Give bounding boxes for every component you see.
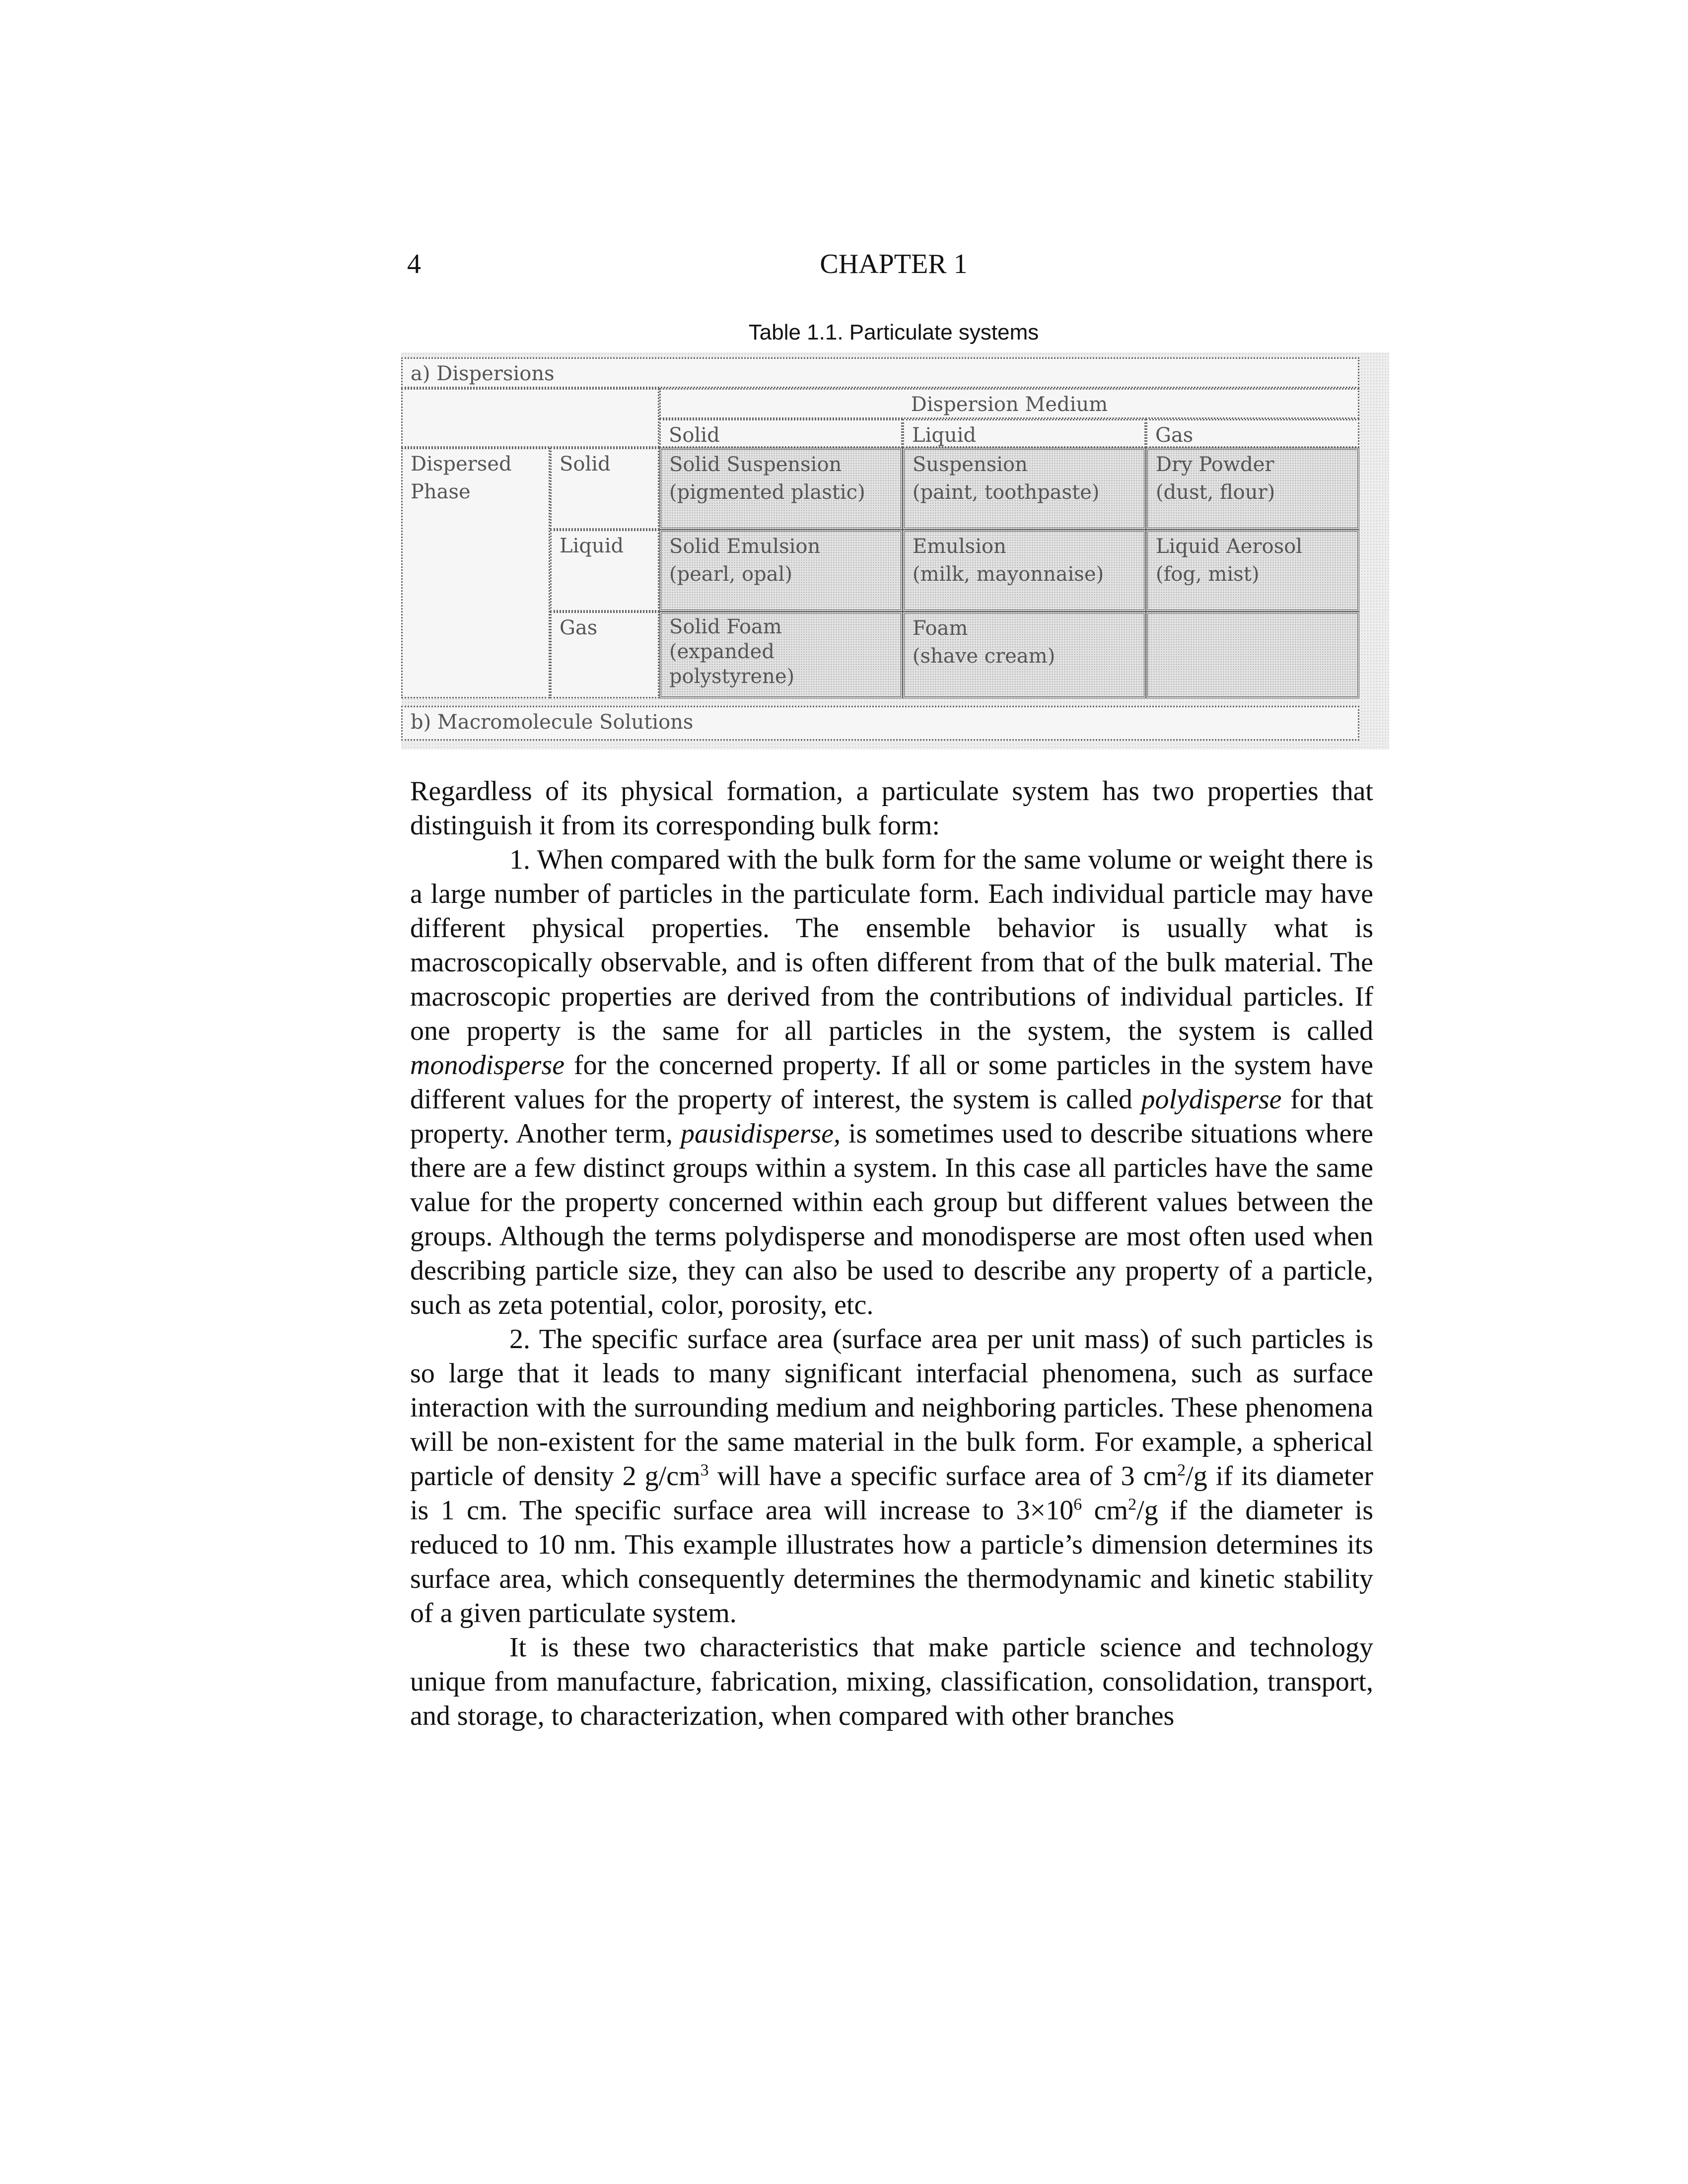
text-run: cm [1082, 1495, 1128, 1526]
page-header [407, 248, 1380, 288]
column-header-solid: Solid [659, 419, 903, 448]
column-header-liquid: Liquid [903, 419, 1146, 448]
body-text [410, 774, 1373, 1733]
text-run: 2. The specific surface area (surface area per unit mass) of such particles is so large that it leads to many significant interfacial phenomena, such as surface interaction with the surrounding medium and neighboring particles. These phenomena will be non-existent for the same material in the bulk form. For example, a spherical particle of density 2 g/cm [410, 1324, 1373, 1492]
row-label-liquid: Liquid [550, 530, 659, 612]
section-a-label: a) Dispersions [401, 357, 1359, 388]
page-number: 4 [407, 249, 421, 279]
intro-paragraph: Regardless of its physical formation, a particulate system has two properties that distinguish it from its corresponding bulk form: [410, 776, 1373, 841]
cell-suspension: Suspension (paint, toothpaste) [903, 448, 1146, 530]
cell-gas-in-gas-empty [1146, 612, 1359, 698]
superscript: 2 [1128, 1495, 1137, 1514]
cell-solid-suspension: Solid Suspension (pigmented plastic) [659, 448, 903, 530]
text-run: 1. When compared with the bulk form for the same volume or weight there is a large number of particles in the particulate form. Each individual particle may have different physical properties. The ensemble behavior is usually what is macroscopically observable, and is often different from that of the bulk material. The macroscopic properties are derived from the contributions of individual particles. If one property is the same for all particles in the system, the system is called [410, 844, 1373, 1046]
row-label-solid: Solid [550, 448, 659, 530]
cell-liquid-aerosol: Liquid Aerosol (fog, mist) [1146, 530, 1359, 612]
column-header-gas: Gas [1146, 419, 1359, 448]
superscript: 6 [1073, 1495, 1082, 1514]
superscript: 2 [1177, 1461, 1186, 1480]
cell-solid-foam: Solid Foam (expanded polystyrene) [659, 612, 903, 698]
empty-corner-cell [401, 388, 659, 448]
dispersed-phase-label: Dispersed Phase [401, 448, 550, 698]
text-run: /g if the diameter is reduced to 10 nm. This example illustrates how a particle’s dimension determines its surface area, which consequently determines the thermodynamic and kinetic stability of a given particulate system. [410, 1495, 1373, 1629]
term-polydisperse: polydisperse [1141, 1084, 1282, 1115]
text-run: will have a specific surface area of 3 cm [708, 1461, 1178, 1492]
table-caption: Table 1.1. Particulate systems [748, 320, 1039, 344]
dispersion-medium-header: Dispersion Medium [659, 388, 1359, 419]
cell-solid-emulsion: Solid Emulsion (pearl, opal) [659, 530, 903, 612]
term-monodisperse: monodisperse [410, 1050, 565, 1081]
cell-emulsion: Emulsion (milk, mayonnaise) [903, 530, 1146, 612]
text-run: /g if its diameter is 1 cm. The specific surface area will increase to 3×10 [410, 1461, 1373, 1526]
term-pausidisperse: pausidisperse, [681, 1118, 841, 1149]
text-run: for the concerned property. If all or some particles in the system have different values for the property of interest, the system is called [410, 1050, 1373, 1115]
superscript: 3 [700, 1461, 709, 1480]
paragraph-3: It is these two characteristics that make particle science and technology unique from manufacture, fabrication, mixing, classification, consolidation, transport, and storage, to characterization, when compared with other branches [410, 1632, 1373, 1731]
cell-dry-powder: Dry Powder (dust, flour) [1146, 448, 1359, 530]
text-run: is sometimes used to describe situations where there are a few distinct groups within a system. In this case all particles have the same value for the property concerned within each group but different values between the groups. Although the terms polydisperse and monodisperse are most often used when describing particle size, they can also be used to describe any property of a particle, such as zeta potential, color, porosity, etc. [410, 1118, 1374, 1320]
section-b-label: b) Macromolecule Solutions [401, 706, 1359, 741]
paragraph-1 [410, 843, 1373, 1322]
chapter-title: CHAPTER 1 [820, 249, 968, 279]
cell-foam: Foam (shave cream) [903, 612, 1146, 698]
row-label-gas: Gas [550, 612, 659, 698]
paragraph-2 [410, 1322, 1373, 1631]
text-run: for that property. Another term, [410, 1084, 1373, 1149]
particulate-systems-table [401, 352, 1389, 750]
